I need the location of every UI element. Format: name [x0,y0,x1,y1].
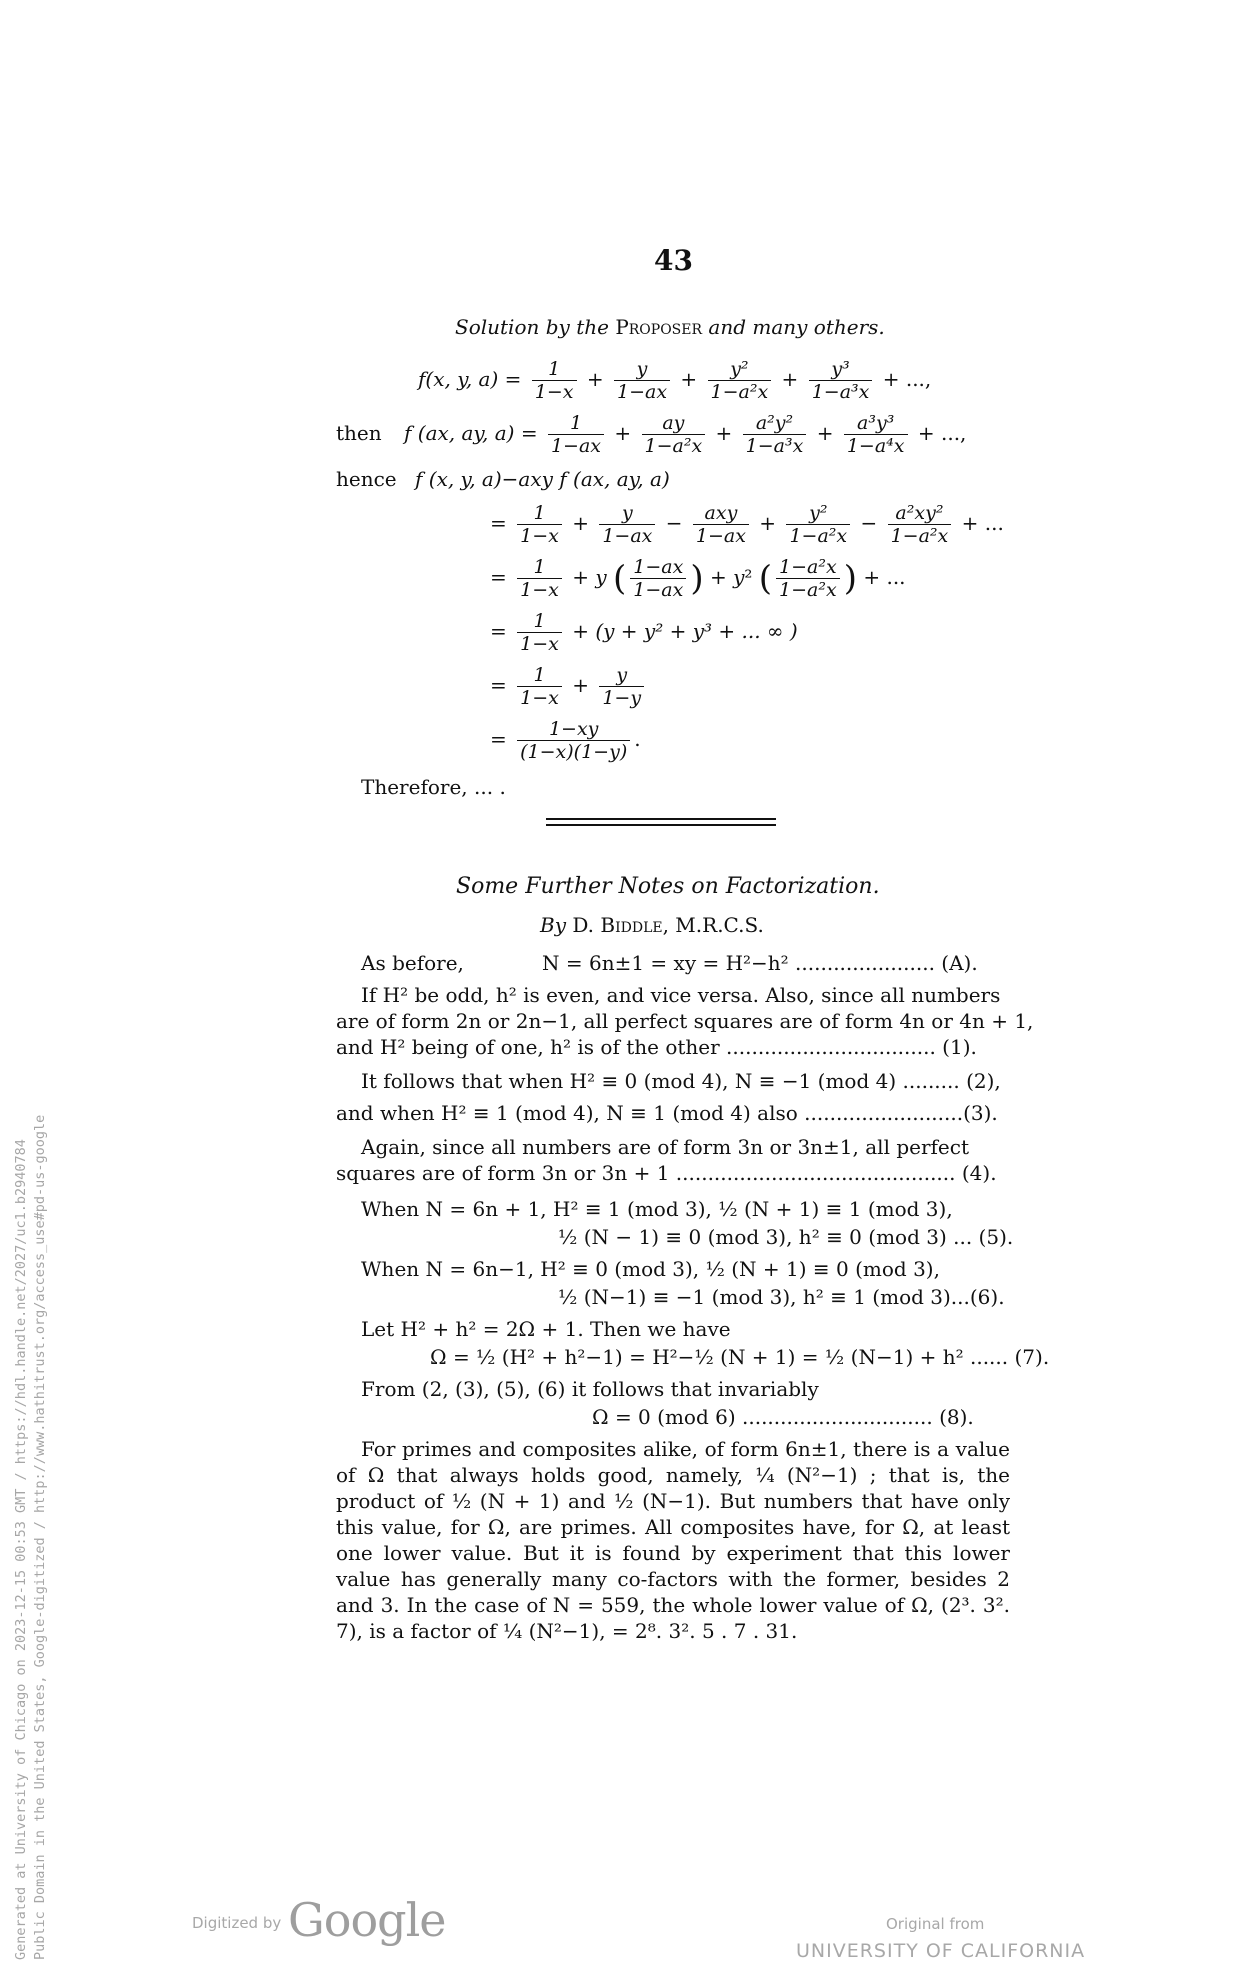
equation-step-2: = $\frac{1}{1-x}$ + y ( $\frac{1-ax}{1-ax}$ ) + y² ( $\frac{\text{1−a²x}}{\text{1−a²x}}$ ) + ... [490,556,906,601]
solution-heading: Solution by the Proposer and many others. [455,315,885,339]
equation-a: N = 6n±1 = xy = H²−h² ...................... (A). [542,951,978,975]
paragraph-line: squares are of form 3n or 3n + 1 ............................................ (4). [336,1161,997,1185]
section-divider-top [546,818,776,820]
paragraph-line: It follows that when H² ≡ 0 (mod 4), N ≡ −1 (mod 4) ......... (2), [361,1069,1001,1093]
equation-f-definition: f(x, y, a) = $\frac{1}{1-x}$ + $\frac{y}{1-ax}$ + $\frac{\text{y²}}{\text{1−a²x}}$ + $\frac{\text{y³}}{\text{1−a³x}}$ + ..., [418,358,932,403]
equation-step-4: = $\frac{1}{1-x}$ + $\frac{y}{1-y}$ [490,664,648,709]
article-title: Some Further Notes on Factorization. [456,874,880,899]
equation-8: Ω = 0 (mod 6) .............................. (8). [592,1405,974,1429]
congruence-line: ½ (N − 1) ≡ 0 (mod 3), h² ≡ 0 (mod 3) ... (5). [558,1225,1014,1249]
paragraph-line: and when H² ≡ 1 (mod 4), N ≡ 1 (mod 4) also .........................(3). [336,1101,998,1125]
digitized-by-label: Digitized by [192,1914,282,1932]
equation-hence: hence f (x, y, a)−axy f (ax, ay, a) [336,467,670,491]
as-before-label: As before, [361,951,464,975]
equation-step-1: = $\frac{1}{1-x}$ + $\frac{y}{1-ax}$ − $\frac{\text{axy}}{1-ax}$ + $\frac{\text{y²}}{\text{1−a²x}}$ − $\frac{\text{a²xy²}}{\text{1−a²x}}$ + ... [490,502,1004,547]
hathitrust-watermark: Generated at University of Chicago on 2023-12-15 00:53 GMT / https://hdl.handle.net/2027/uc1.b2940784 Public Domain in the United States, Google-digitized / http://www.hathitrust.org/access_use#pd-us-google [13,1114,48,1960]
congruence-line: ½ (N−1) ≡ −1 (mod 3), h² ≡ 1 (mod 3)...(6). [558,1285,1005,1309]
therefore-line: Therefore, ... . [361,775,506,799]
page-number: 43 [654,244,693,277]
congruence-line: When N = 6n + 1, H² ≡ 1 (mod 3), ½ (N + 1) ≡ 1 (mod 3), [361,1197,953,1221]
paragraph-line: and H² being of one, h² is of the other ................................. (1). [336,1035,977,1059]
original-from-label: Original from [886,1915,985,1933]
paragraph-line: are of form 2n or 2n−1, all perfect squares are of form 4n or 4n + 1, [336,1009,1034,1033]
paragraph-line: Let H² + h² = 2Ω + 1. Then we have [361,1317,731,1341]
equation-step-5: = $\frac{1-xy}{(1-x)(1-y)}$ . [490,718,641,763]
final-paragraph: For primes and composites alike, of form 6n±1, there is a value of Ω that always holds good, namely, ¼ (N²−1) ; that is, the product of ½ (N + 1) and ½ (N−1). But numbers that have only this value, for Ω, are primes. All composites have, for Ω, at least one lower value. But it is found by experiment that this lower value has generally many co-factors with the former, besides 2 and 3. In the case of N = 559, the whole lower value of Ω, (2³. 3². 7), is a factor of ¼ (N²−1), = 2⁸. 3². 5 . 7 . 31. [336,1437,1010,1643]
equation-7: Ω = ½ (H² + h²−1) = H²−½ (N + 1) = ½ (N−1) + h² ...... (7). [430,1345,1050,1369]
equation-f-substituted: then f (ax, ay, a) = $\frac{1}{1-ax}$ + $\frac{ay}{\text{1−a²x}}$ + $\frac{\text{a²y²}}{\text{1−a³x}}$ + $\frac{\text{a³y³}}{\text{1−a⁴x}}$ + ..., [336,412,967,457]
article-byline: By D. Biddle, M.R.C.S. [540,913,764,937]
paragraph-line: If H² be odd, h² is even, and vice versa. Also, since all numbers [361,983,1001,1007]
google-logo: Google [288,1893,446,1947]
congruence-line: When N = 6n−1, H² ≡ 0 (mod 3), ½ (N + 1) ≡ 0 (mod 3), [361,1257,940,1281]
university-label: UNIVERSITY OF CALIFORNIA [796,1940,1086,1962]
paragraph-line: Again, since all numbers are of form 3n or 3n±1, all perfect [361,1135,969,1159]
paragraph-line: From (2, (3), (5), (6) it follows that invariably [361,1377,819,1401]
equation-step-3: = $\frac{1}{1-x}$ + (y + y² + y³ + ... ∞ ) [490,610,798,655]
section-divider-bottom [546,824,776,826]
